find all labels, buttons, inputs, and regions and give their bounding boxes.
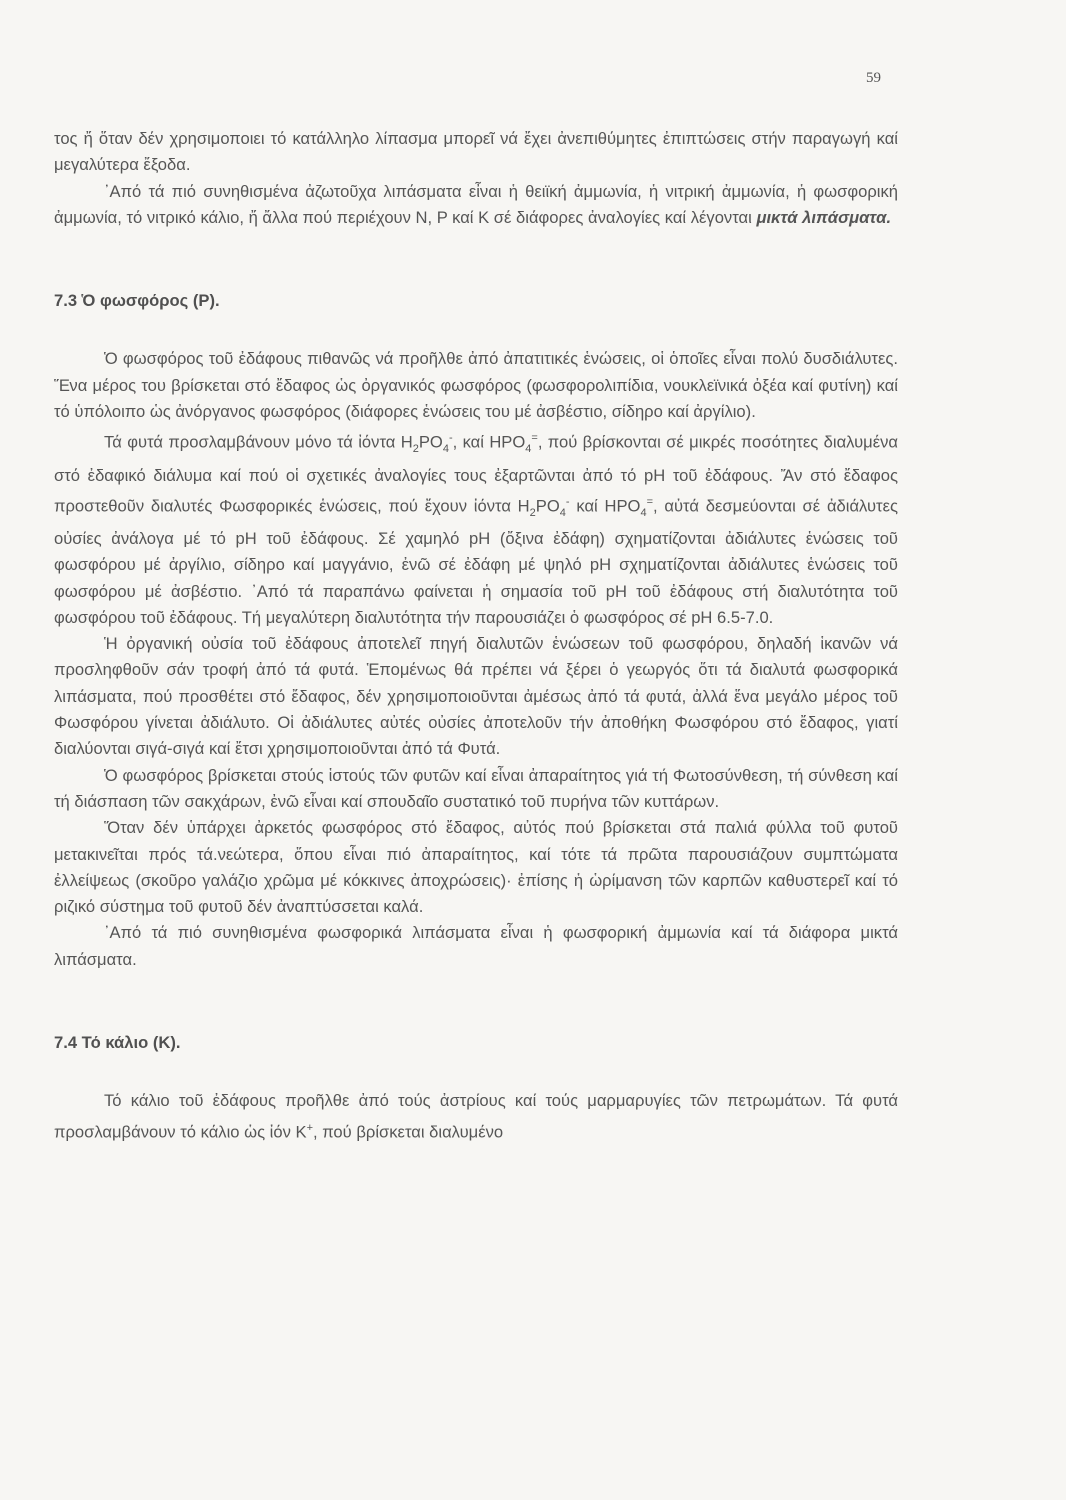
paragraph-phosphorus-origin: Ὁ φωσφόρος τοῦ ἐδάφους πιθανῶς νά προῆλθε ἀπό ἀπατιτικές ἑνώσεις, οἱ ὁποῖες εἶναι πολύ δυσδιάλυτες. Ἕνα μέρος του βρίσκεται στό ἔδαφος ὡς ὀργανικός φωσφόρος (φωσφορολιπίδια, νουκλεϊνικά ὀξέα καί φυτίνη) καί τό ὑπόλοιπο ὡς ἀνόργανος φωσφόρος (διάφορες ἑνώσεις του μέ ἀσβέστιο, σίδηρο καί ἀργίλιο).	[54, 349, 898, 422]
paragraph-nitrogen-fertilizers: ᾿Από τά πιό συνηθισμένα ἀζωτοῦχα λιπάσματα εἶναι ἡ θειϊκή ἀμμωνία, ἡ νιτρική ἀμμωνία, ἡ φωσφορική ἀμμωνία, τό νιτρικό κάλιο, ἤ ἄλλα πού περιέχουν Ν, Ρ καί Κ σέ διάφορες ἀναλογίες καί λέγονται μικτά λιπάσματα.	[54, 181, 898, 227]
paragraph-phosphate-fertilizers: ᾿Από τά πιό συνηθισμένα φωσφορικά λιπάσματα εἶναι ἡ φωσφορική ἀμμωνία καί τά διάφορα μικτά λιπάσματα.	[54, 923, 898, 969]
page-number: 59	[866, 70, 881, 86]
page-content	[54, 126, 898, 1145]
paragraph-continuation: τος ἤ ὅταν δέν χρησιμοποιει τό κατάλληλο λίπασμα μπορεῖ νά ἔχει ἀνεπιθύμητες ἐπιπτώσεις στήν παραγωγή καί μεγαλύτερα ἔξοδα.	[54, 129, 898, 175]
section-heading-potassium: 7.4 Τό κάλιο (Κ).	[54, 1033, 181, 1052]
paragraph-potassium-origin: Τό κάλιο τοῦ ἐδάφους προῆλθε ἀπό τούς ἀστρίους καί τούς μαρμαρυγίες τῶν πετρωμάτων. Τά φυτά προσλαμβάνουν τό κάλιο ὡς ἰόν K+, πού βρίσκεται διαλυμένο	[54, 1091, 898, 1142]
section-heading-phosphorus: 7.3 Ὁ φωσφόρος (Ρ).	[54, 291, 220, 311]
paragraph-phosphorus-function: Ὁ φωσφόρος βρίσκεται στούς ἱστούς τῶν φυτῶν καί εἶναι ἀπαραίτητος γιά τή Φωτοσύνθεση, τή σύνθεση καί τή διάσπαση τῶν σακχάρων, ἐνῶ εἶναι καί σπουδαῖο συστατικό τοῦ πυρήνα τῶν κυττάρων.	[54, 765, 898, 811]
paragraph-phosphorus-deficiency: Ὅταν δέν ὑπάρχει ἀρκετός φωσφόρος στό ἔδαφος, αὐτός πού βρίσκεται στά παλιά φύλλα τοῦ φυτοῦ μετακινεῖται πρός τά.νεώτερα, ὅπου εἶναι πιό ἀπαραίτητος, καί τότε τά πρῶτα παρουσιάζουν συμπτώματα ἐλλείψεως (σκοῦρο γαλάζιο χρῶμα μέ κόκκινες ἀποχρώσεις)· ἐπίσης ἡ ὡρίμανση τῶν καρπῶν καθυστερεῖ καί τό ριζικό σύστημα τοῦ φυτοῦ δέν ἀναπτύσσεται καλά.	[54, 818, 898, 917]
term-mixed-fertilizers: μικτά λιπάσματα.	[756, 207, 892, 227]
paragraph-phosphorus-ions: Τά φυτά προσλαμβάνουν μόνο τά ἰόντα $H_2PO_4^-$, καί $HPO_4^=$, πού βρίσκονται σέ μικρές ποσότητες διαλυμένα στό ἐδαφικό διάλυμα καί πού οἱ σχετικές ἀναλογίες τους ἐξαρτῶνται ἀπό τό pH τοῦ ἐδάφους. Ἄν στό ἔδαφος προστεθοῦν διαλυτές Φωσφορικές ἑνώσεις, πού ἔχουν ἰόντα $H_2PO_4^-$ καί $HPO_4^=$, αὐτά δεσμεύονται σέ ἀδιάλυτες οὐσίες ἀνάλογα μέ τό pH τοῦ ἐδάφους. Σέ χαμηλό pH (ὄξινα ἐδάφη) σχηματίζονται ἀδιάλυτες ἑνώσεις τοῦ φωσφόρου μέ ἀργίλιο, σίδηρο καί μαγγάνιο, ἐνῶ σέ ἐδάφη μέ ψηλό pH σχηματίζονται ἀδιάλυτες ἑνώσεις τοῦ φωσφόρου μέ ἀσβέστιο. ᾿Από τά παραπάνω φαίνεται ἡ σημασία τοῦ pH τοῦ ἐδάφους στή διαλυτότητα τοῦ φωσφόρου τοῦ ἐδάφους. Τή μεγαλύτερη διαλυτότητα τήν παρουσιάζει ὁ φωσφόρος σέ pH 6.5-7.0.	[54, 432, 898, 627]
paragraph-organic-matter: Ἡ ὀργανική οὐσία τοῦ ἐδάφους ἀποτελεῖ πηγή διαλυτῶν ἑνώσεων τοῦ φωσφόρου, δηλαδή ἱκανῶν νά προσληφθοῦν σάν τροφή ἀπό τά φυτά. Ἑπομένως θά πρέπει νά ξέρει ὁ γεωργός ὅτι τά διαλυτά φωσφορικά λιπάσματα, πού προσθέτει στό ἔδαφος, δέν χρησιμοποιοῦνται ἀμέσως ἀπό τά φυτά, ἀλλά ἕνα μεγάλο μέρος τοῦ Φωσφόρου γίνεται ἀδιάλυτο. Οἱ ἀδιάλυτες αὐτές οὐσίες ἀποτελοῦν τήν ἀποθήκη Φωσφόρου στό ἔδαφος, γιατί διαλύονται σιγά-σιγά καί ἔτσι χρησιμοποιοῦνται ἀπό τά Φυτά.	[54, 634, 898, 759]
